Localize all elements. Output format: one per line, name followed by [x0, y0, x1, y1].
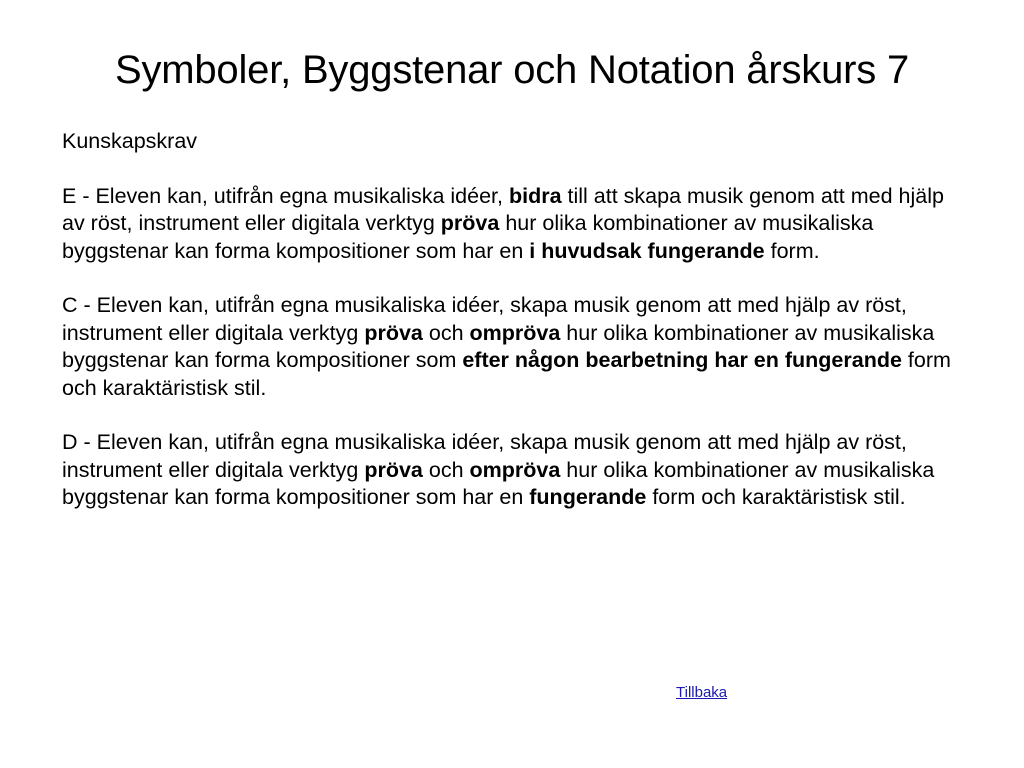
- slide-title: Symboler, Byggstenar och Notation årskurs 7: [114, 48, 910, 92]
- grade-e-text-1: E - Eleven kan, utifrån egna musikaliska idéer,: [62, 183, 509, 208]
- content-area: [62, 128, 962, 539]
- grade-e-text-2: till att skapa musik genom att med hjälp av röst, instrument eller digitala verktyg: [62, 183, 944, 235]
- grade-c-bold-3: efter någon bearbetning har en fungerande: [462, 348, 902, 372]
- grade-c-bold-2: ompröva: [469, 320, 561, 345]
- grade-d-text-3: hur olika kombinationer av musikaliska byggstenar kan forma kompositioner som har en: [62, 457, 935, 509]
- grade-d-paragraph: [62, 429, 962, 512]
- grade-e-text-3: hur olika kombinationer av musikaliska byggstenar kan forma kompositioner som har en: [62, 211, 874, 263]
- grade-d-text-2: och: [422, 457, 470, 482]
- grade-c-text-3: hur olika kombinationer av musikaliska byggstenar kan forma kompositioner som: [62, 320, 935, 372]
- back-link[interactable]: Tillbaka: [676, 684, 728, 701]
- grade-c-bold-1: pröva: [364, 320, 423, 345]
- grade-e-bold-3: i huvudsak fungerande: [529, 238, 765, 263]
- grade-c-paragraph: [62, 292, 962, 402]
- grade-d-bold-1: pröva: [364, 457, 423, 482]
- grade-e-bold-1: bidra: [508, 183, 562, 208]
- grade-e-text-4: form.: [764, 238, 820, 263]
- grade-d-bold-3: fungerande: [529, 485, 647, 509]
- grade-d-text-4: form och karaktäristisk stil.: [646, 485, 906, 509]
- section-heading: Kunskapskrav: [62, 129, 198, 153]
- grade-c-text-1: C - Eleven kan, utifrån egna musikaliska idéer, skapa musik genom att med hjälp av röst, instrument eller digitala verktyg: [62, 293, 907, 345]
- grade-e-paragraph: [62, 183, 962, 266]
- grade-c-text-4: form och karaktäristisk stil.: [62, 348, 951, 400]
- grade-d-text-1: D - Eleven kan, utifrån egna musikaliska idéer, skapa musik genom att med hjälp av röst, instrument eller digitala verktyg: [62, 430, 907, 482]
- grade-c-text-2: och: [422, 320, 470, 345]
- grade-e-bold-2: pröva: [440, 211, 500, 235]
- grade-d-bold-2: ompröva: [469, 457, 561, 482]
